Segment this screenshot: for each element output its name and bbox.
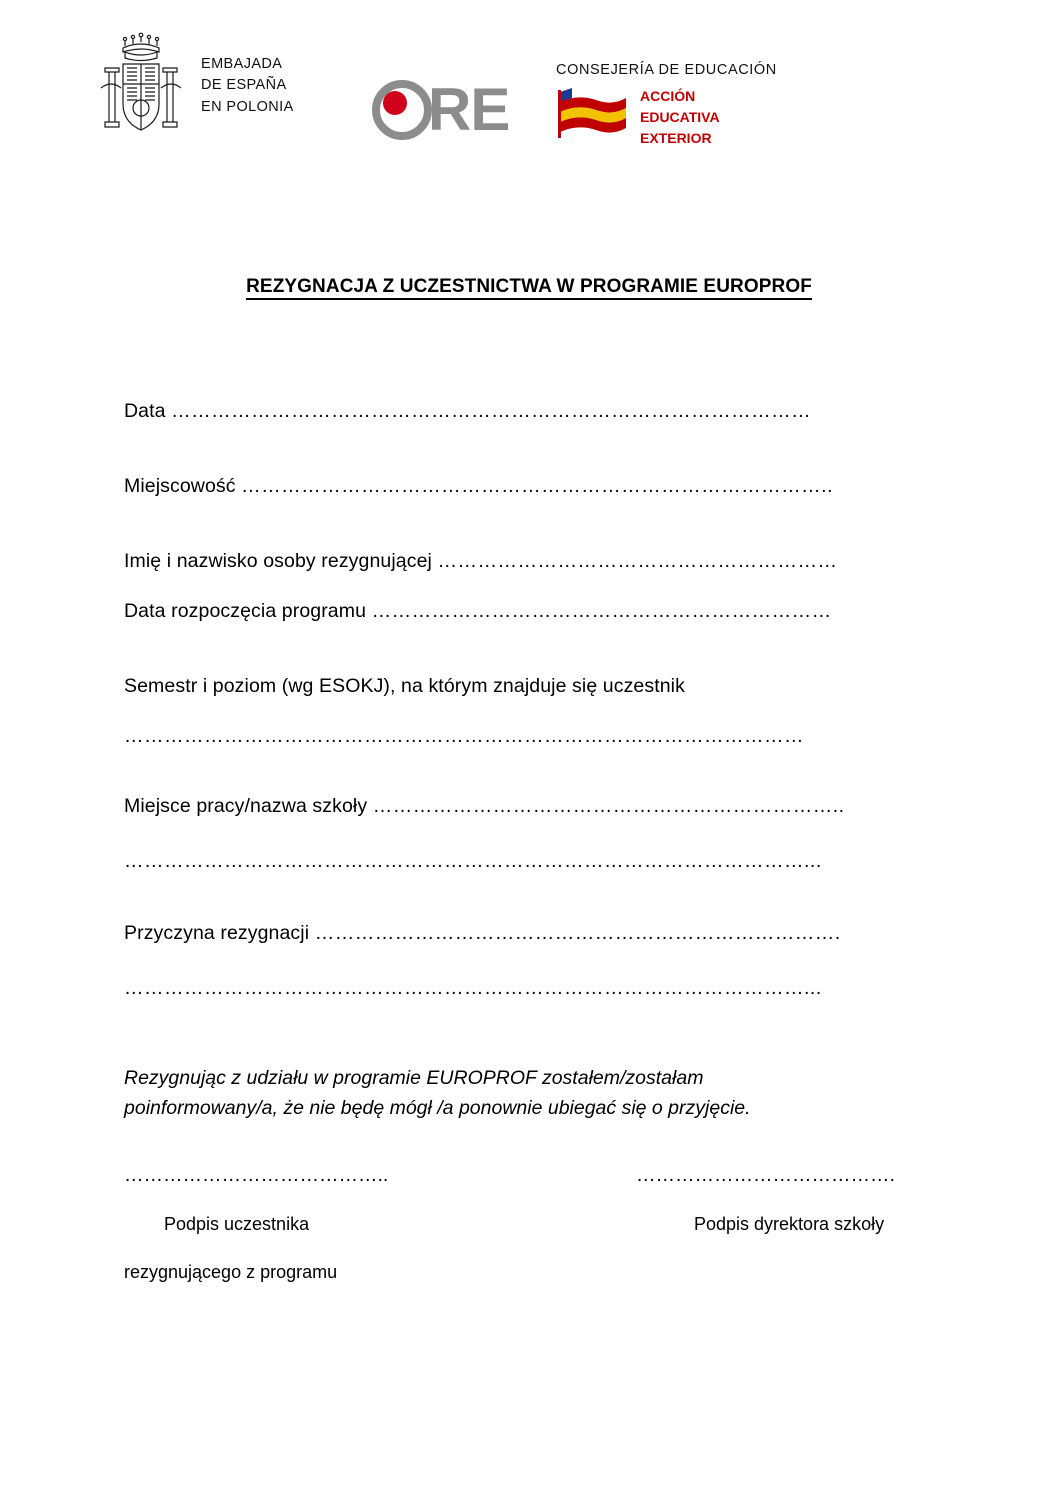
page-title	[0, 276, 1058, 298]
field-przyczyna-blank	[124, 975, 934, 1001]
ore-red-dot-icon	[383, 91, 407, 115]
field-semestr-poziom-blank	[124, 723, 934, 749]
field-miejscowosc-dots: ……………………………………………………………………………..	[241, 475, 834, 497]
aee-line-1: ACCIÓN	[640, 88, 696, 104]
embassy-logo-block	[95, 30, 294, 142]
field-miejscowosc	[124, 473, 934, 499]
field-data	[124, 398, 934, 424]
aee-line-3: EXTERIOR	[640, 130, 712, 146]
signature-label-participant-line2: rezygnującego z programu	[124, 1262, 338, 1282]
field-imie-nazwisko-label: Imię i nazwisko osoby rezygnującej	[124, 550, 432, 572]
field-przyczyna-dots: …………………………………………………………………….	[314, 922, 841, 944]
field-miejsce-pracy-blank	[124, 848, 934, 874]
field-imie-nazwisko-dots: ……………………………………………………	[437, 550, 838, 572]
consejeria-title: CONSEJERÍA DE EDUCACIÓN	[556, 62, 777, 78]
field-semestr-poziom-dots: …………………………………………………………………………………………	[124, 725, 804, 747]
field-przyczyna-dots-2: …………………………………………………………………………………………...	[124, 977, 822, 999]
field-data-rozpoczecia-dots: ……………………………………………………………	[371, 600, 832, 622]
embassy-line-1: EMBAJADA	[201, 56, 283, 73]
signature-label-director: Podpis dyrektora szkoły	[694, 1214, 885, 1234]
signature-line-participant: …………………………………..	[124, 1164, 389, 1186]
field-miejsce-pracy	[124, 793, 934, 819]
spain-flag-icon	[556, 86, 630, 142]
field-miejsce-pracy-dots-2: …………………………………………………………………………………………...	[124, 850, 822, 872]
ore-logo	[372, 76, 510, 143]
page-title-text: REZYGNACJA Z UCZESTNICTWA W PROGRAMIE EUROPROF	[246, 276, 812, 300]
signature-label-participant: Podpis uczestnika	[164, 1214, 310, 1234]
field-data-rozpoczecia-label: Data rozpoczęcia programu	[124, 600, 367, 622]
aee-line-2: EDUCATIVA	[640, 109, 720, 125]
field-data-rozpoczecia	[124, 598, 934, 624]
accion-educativa-exterior-text	[640, 86, 720, 149]
ore-circle-icon	[372, 80, 432, 140]
statement-line-1: Rezygnując z udziału w programie EUROPROF zostałem/zostałam	[124, 1067, 704, 1089]
statement-text	[124, 1063, 944, 1123]
spanish-coat-of-arms-icon	[95, 30, 187, 142]
document-header	[0, 22, 1058, 172]
field-data-label: Data	[124, 400, 166, 422]
field-przyczyna-label: Przyczyna rezygnacji	[124, 922, 310, 944]
signature-line-director: ………………………………….	[636, 1164, 895, 1186]
field-miejsce-pracy-label: Miejsce pracy/nazwa szkoły	[124, 795, 368, 817]
field-data-dots: ……………………………………………………………………………………	[171, 400, 812, 422]
field-imie-nazwisko	[124, 548, 934, 574]
consejeria-logo-block	[556, 62, 796, 149]
field-semestr-poziom-label: Semestr i poziom (wg ESOKJ), na którym znajduje się uczestnik	[124, 675, 685, 697]
embassy-line-3: EN POLONIA	[201, 98, 294, 115]
embassy-text	[201, 54, 294, 117]
field-miejsce-pracy-dots: ……………………………………………………………..	[372, 795, 845, 817]
statement-line-2: poinformowany/a, że nie będę mógł /a ponownie ubiegać się o przyjęcie.	[124, 1097, 751, 1119]
field-semestr-poziom	[124, 673, 934, 699]
embassy-line-2: DE ESPAÑA	[201, 77, 287, 94]
ore-letters: RE	[428, 76, 510, 143]
field-miejscowosc-label: Miejscowość	[124, 475, 236, 497]
field-przyczyna-rezygnacji	[124, 920, 934, 946]
